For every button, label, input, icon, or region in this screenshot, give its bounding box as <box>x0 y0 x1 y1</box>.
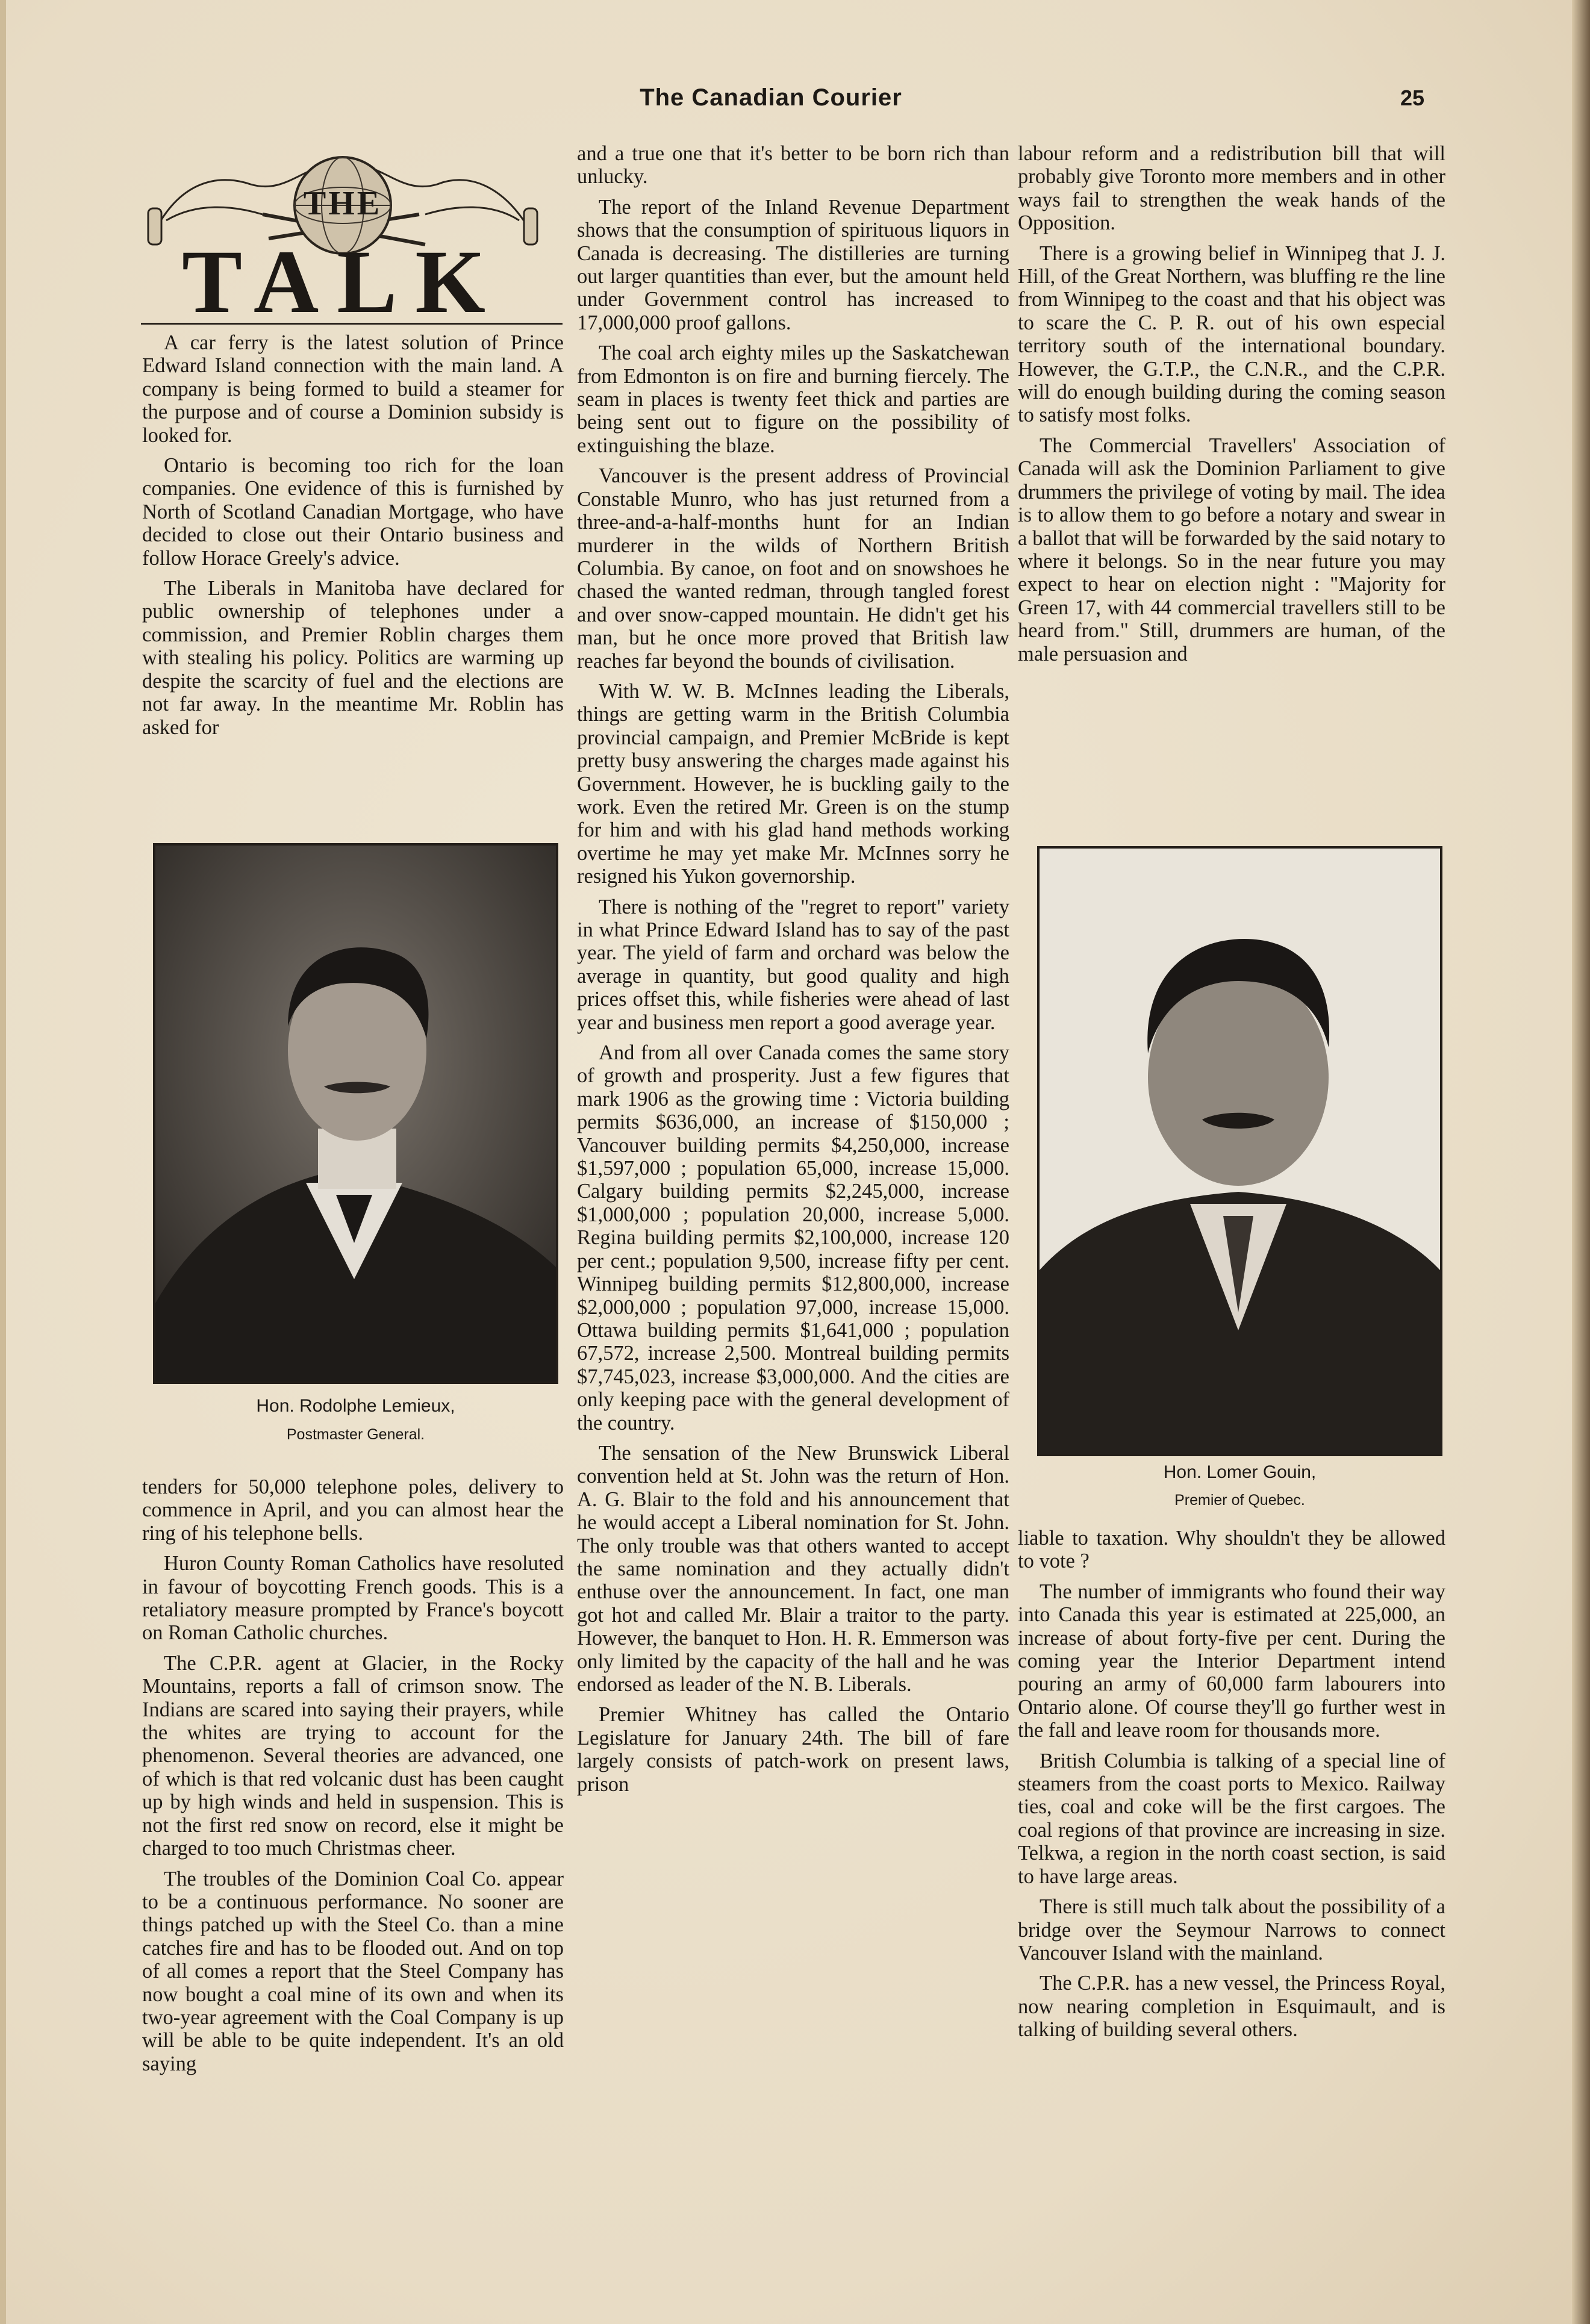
page-right-edge <box>1572 0 1590 2324</box>
paragraph: There is still much talk about the possibility of a bridge over the Seymour Narrows to connect Vancouver Island with the mainland. <box>1018 1895 1445 1964</box>
paragraph: The number of immigrants who found their way into Canada this year is estimated at 225,000, an increase of about forty-five per cent. During the coming year the Interior Department intend pouring an army of 60,000 farm labourers into Ontario alone. Of course they'll go further west in the fall and leave room for thousands more. <box>1018 1580 1445 1742</box>
column-2 <box>577 142 1009 1803</box>
column-1-bottom <box>142 1475 564 2083</box>
paragraph: There is nothing of the "regret to report" variety in what Prince Edward Island has to say of the past year. The yield of farm and orchard was below the average in quantity, but good quality and high prices offset this, while fisheries were ahead of last year and business men report a good average year. <box>577 895 1009 1034</box>
paragraph: The C.P.R. agent at Glacier, in the Rocky Mountains, reports a fall of crimson snow. The Indians are scared into saying their prayers, while the whites are trying to account for the phenomenon. Several theories are advanced, one of which is that red volcanic dust has been caught up by high winds and held in suspension. This is not the first red snow on record, else it might be charged to too much Christmas cheer. <box>142 1651 564 1860</box>
paragraph: The Liberals in Manitoba have declared for public ownership of telephones under a commission, and Premier Roblin charges them with stealing his policy. Politics are warming up despite the scarcity of fuel and the elections are not far away. In the meantime Mr. Roblin has asked for <box>142 577 564 739</box>
paragraph: The C.P.R. has a new vessel, the Princess Royal, now nearing completion in Esquimault, and is talking of building several others. <box>1018 1972 1445 2042</box>
paragraph: Premier Whitney has called the Ontario Legislature for January 24th. The bill of fare largely consists of patch-work on present laws, prison <box>577 1703 1009 1796</box>
paragraph: The Commercial Travellers' Association of Canada will ask the Dominion Parliament to give drummers the privilege of voting by mail. The idea is to allow them to go before a notary and swear in a ballot that will be forwarded by the said notary to where it belongs. So in the near future you may expect to hear on election night : "Majority for Green 17, with 44 commercial travellers still to be heard from." Still, drummers are human, of the male persuasion and <box>1018 434 1445 665</box>
paragraph: liable to taxation. Why shouldn't they be allowed to vote ? <box>1018 1527 1445 1573</box>
logo-talk-text: TALK <box>182 232 504 323</box>
portrait-photo-gouin <box>1037 846 1442 1456</box>
the-talk-logo <box>142 148 543 323</box>
paragraph: and a true one that it's better to be born rich than unlucky. <box>577 142 1009 188</box>
caption-role-lemieux: Postmaster General. <box>286 1426 425 1443</box>
paragraph: labour reform and a redistribution bill that will probably give Toronto more members and in other ways fail to strengthen the weak hands of the Opposition. <box>1018 142 1445 235</box>
column-3-top <box>1018 142 1445 673</box>
page-number: 25 <box>1400 86 1425 110</box>
portrait-photo-lemieux <box>153 843 558 1384</box>
paragraph: A car ferry is the latest solution of Prince Edward Island connection with the main land. A company is being formed to build a steamer for the purpose and of course a Dominion subsidy is looked for. <box>142 331 564 447</box>
publication-title: The Canadian Courier <box>640 84 902 111</box>
logo-the-text: THE <box>303 185 382 222</box>
column-1-top <box>142 331 564 746</box>
paragraph: Huron County Roman Catholics have resoluted in favour of boycotting French goods. This is a retaliatory measure prompted by France's boycott on Roman Catholic churches. <box>142 1552 564 1645</box>
caption-name-gouin: Hon. Lomer Gouin, <box>1163 1462 1317 1482</box>
paragraph: tenders for 50,000 telephone poles, delivery to commence in April, and you can almost hear the ring of his telephone bells. <box>142 1475 564 1545</box>
paragraph: The report of the Inland Revenue Department shows that the consumption of spirituous liquors in Canada is decreasing. The distilleries are turning out larger quantities than ever, but the amount held under Government control has increased to 17,000,000 proof gallons. <box>577 195 1009 334</box>
paragraph: With W. W. B. McInnes leading the Liberals, things are getting warm in the British Columbia provincial campaign, and Premier McBride is kept pretty busy answering the charges made against his Government. However, he is buckling gaily to the work. Even the retired Mr. Green is on the stump for him and with his glad hand methods working overtime he may yet make Mr. McInnes sorry he resigned his Yukon governorship. <box>577 679 1009 888</box>
caption-name-lemieux: Hon. Rodolphe Lemieux, <box>256 1396 455 1416</box>
paragraph: There is a growing belief in Winnipeg that J. J. Hill, of the Great Northern, was bluffing re the line from Winnipeg to the coast and that his object was to scare the C. P. R. out of his own especial territory south of the international boundary. However, the G.T.P., the C.N.R., and the C.P.R. will do enough building during the coming season to satisfy most folks. <box>1018 241 1445 427</box>
paragraph: The troubles of the Dominion Coal Co. appear to be a continuous performance. No sooner are things patched up with the Steel Co. than a mine catches fire and has to be flooded out. And on top of all comes a report that the Steel Company has now bought a coal mine of its own and when its two-year agreement with the Coal Company is up will be able to be quite independent. It's an old saying <box>142 1867 564 2075</box>
paragraph: Ontario is becoming too rich for the loan companies. One evidence of this is furnished by North of Scotland Canadian Mortgage, who have decided to close out their Ontario business and follow Horace Greely's advice. <box>142 454 564 570</box>
caption-role-gouin: Premier of Quebec. <box>1174 1492 1305 1509</box>
paragraph: The sensation of the New Brunswick Liberal convention held at St. John was the return of Hon. A. G. Blair to the fold and his announcement that he would accept a Liberal nomination for St. John. The only trouble was that others wanted to accept the same nomination and they actually didn't enthuse over the announcement. In fact, one man got hot and called Mr. Blair a traitor to the party. However, the banquet to Hon. H. R. Emmerson was only limited by the capacity of the hall and he was endorsed as leader of the N. B. Liberals. <box>577 1441 1009 1696</box>
logo-rule <box>141 323 563 325</box>
column-3-bottom <box>1018 1527 1445 2049</box>
paragraph: British Columbia is talking of a special line of steamers from the coast ports to Mexico. Railway ties, coal and coke will be the first cargoes. The coal regions of that province are increasing in size. Telkwa, a region in the north coast section, is said to have large areas. <box>1018 1749 1445 1888</box>
page-left-edge <box>0 0 6 2324</box>
paragraph: The coal arch eighty miles up the Saskatchewan from Edmonton is on fire and burning fiercely. The seam in places is twenty feet thick and parties are being sent out to figure on the possibility of extinguishing the blaze. <box>577 341 1009 457</box>
paragraph: And from all over Canada comes the same story of growth and prosperity. Just a few figures that mark 1906 as the growing time : Victoria building permits $636,000, an increase of $150,000 ; Vancouver building permits $4,250,000, increase $1,597,000 ; population 65,000, increase 15,000. Calgary building permits $2,245,000, increase $1,000,000 ; population 20,000, increase 5,000. Regina building permits $2,100,000, increase 120 per cent.; population 9,500, increase fifty per cent. Winnipeg building permits $12,800,000, increase $2,000,000 ; population 97,000, increase 15,000. Ottawa building permits $1,641,000 ; population 67,572, increase 2,500. Montreal building permits $7,745,023, increase $3,000,000. And the cities are only keeping pace with the general development of the country. <box>577 1041 1009 1435</box>
paragraph: Vancouver is the present address of Provincial Constable Munro, who has just returned from a three-and-a-half-months hunt for an Indian murderer in the wilds of Northern British Columbia. By canoe, on foot and on snowshoes he chased the wanted redman, through tangled forest and over snow-capped mountain. He didn't get his man, but he once more proved that British law reaches far beyond the bounds of civilisation. <box>577 464 1009 673</box>
